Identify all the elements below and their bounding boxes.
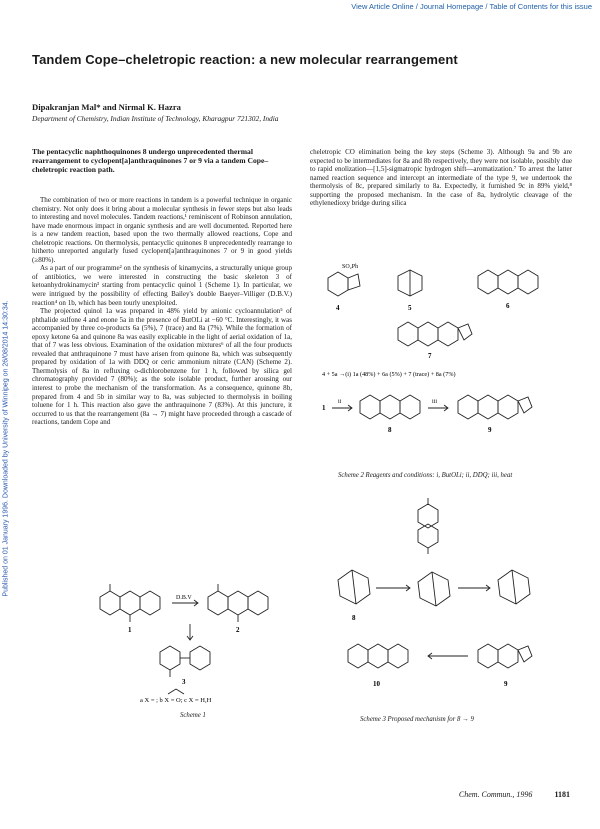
- paragraph: As a part of our programme² on the synthesis of kinamycins, a structurally unique group of antibiotics, we were interested in constructing the basic skeleton 3 of ketoanhydrokinamycin³ starting from pentacyclic quinol 1 (Scheme 1). In particular, we were intrigued by the possibility of effecting Bailey's double Baeyer–Villiger (D.B.V.) reaction⁴ on 1b, which has been tourly unexploited.: [32, 264, 292, 307]
- compound-label-9: 9: [504, 680, 508, 688]
- compound-label-8: 8: [388, 426, 392, 434]
- journal-citation: Chem. Commun., 1996: [458, 790, 533, 799]
- scheme-3-caption: Scheme 3 Proposed mechanism for 8 → 9: [360, 716, 474, 723]
- paragraph: The projected quinol 1a was prepared in 48% yield by anionic cycloannulation⁵ of phthalide sulfone 4 and enone 5a in the presence of ButOLi at −60 °C. Interestingly, it was accompanied by three co-products 6a (5%), 7 (trace) and 8a (7%). While the formation of epoxy ketone 6a and quinone 8a was easily explicable in the light of aerial oxidation of 1a, that of 7 was less obvious. Examination of the oxidation mixtures⁶ of all the four products revealed that anthraquinone 7 must have arisen from quinone 8a, which was subsequently prepared by oxidation of 1a with DDQ or ceric ammonium nitrate (CAN) (Scheme 2). Thermolysis of 8a in refluxing o-dichlorobenzene for 1 h, followed by silica gel chromatography provided 7 (80%); as the sole isolable product, further arousing our interest to probe the mechanism of the transformation. As a consequence, quinone 8b, prepared from 4 and 5b in similar way to 8a, was subjected to thermolysis in boiling toluene for 1 h. This reaction also gave the anthraquinone 7 (83%). At this juncture, it occurred to us that the rearrangement (8a → 7) might have proceeded through a cascade of reactions, tandem Cope and: [32, 307, 292, 427]
- page-footer: [459, 790, 570, 799]
- scheme-2-figure: [318, 258, 570, 468]
- abstract: The pentacyclic naphthoquinones 8 undergo unprecedented thermal rearrangement to cyclopent[a]anthraquinones 7 or 9 via a tandem Cope–cheletropic reaction path.: [32, 147, 269, 175]
- compound-label-5: 5: [408, 304, 412, 312]
- compound-label-7: 7: [428, 352, 432, 360]
- download-stamp: [4, 190, 14, 710]
- top-links: [351, 2, 592, 11]
- table-of-contents-link[interactable]: Table of Contents for this issue: [489, 2, 592, 11]
- scheme-1-figure: [90, 572, 300, 712]
- compound-label-8: 8: [352, 614, 356, 622]
- compound-label-10: 10: [373, 680, 380, 688]
- scheme-2-caption: Scheme 2 Reagents and conditions: i, ButOLi; ii, DDQ; iii, heat: [338, 472, 513, 479]
- scheme-3-figure: [318, 490, 570, 710]
- article-title: Tandem Cope–cheletropic reaction: a new molecular rearrangement: [32, 52, 458, 67]
- article-authors: Dipakranjan Mal* and Nirmal K. Hazra: [32, 102, 181, 112]
- view-article-online-link[interactable]: View Article Online: [351, 2, 414, 11]
- article-affiliation: Department of Chemistry, Indian Institute of Technology, Kharagpur 721302, India: [32, 114, 279, 123]
- scheme-1-caption: Scheme 1: [180, 712, 206, 719]
- right-column: [310, 148, 572, 208]
- compound-label-3: 3: [182, 678, 186, 686]
- compound-label-6: 6: [506, 302, 510, 310]
- so2ph-label: SO₂Ph: [342, 264, 359, 270]
- link-separator: /: [483, 2, 490, 11]
- scheme-2-equation: 4 + 5a →(i) 1a (48%) + 6a (5%) + 7 (trace) + 8a (7%): [322, 371, 456, 378]
- scheme-2-start-label: 1: [322, 404, 326, 412]
- scheme-2-arrow-label: ii: [338, 399, 342, 405]
- download-stamp-text: Published on 01 January 1996. Downloaded by University of Winnipeg on 26/08/2014 14:30:34.: [2, 300, 10, 597]
- dbv-label: D.B.V: [176, 595, 192, 601]
- compound-label-2: 2: [236, 626, 240, 634]
- page-number: 1181: [554, 790, 570, 799]
- compound-label-9: 9: [488, 426, 492, 434]
- paragraph: cheletropic CO elimination being the key steps (Scheme 3). Although 9a and 9b are expected to be intermediates for 8a and 8b respectively, they were not isolable, possibly due to rapid enolization—[1,5]-sigmatropic hydrogen shift—aromatization.⁷ To arrest the latter named reaction sequence and intercept an intermediate of the type 9, we undertook the thermolysis of 8c, prepared similarly to 8a. Expectedly, it furnished 9c in 89% yield,⁸ supporting the proposed mechanism. In the case of 8a, hydrolytic cleavage of the ethylenedioxy bridge during silica: [310, 148, 572, 208]
- paragraph: The combination of two or more reactions in tandem is a powerful technique in organic chemistry. Not only does it bring about a molecular synthesis in fewer steps but also leads to interesting and novel molecules. Tandem reactions,¹ reminiscent of Robinson annulation, have made enormous impact in organic synthesis and are well documented. Reported here is a new tandem reaction, based upon the two thermally allowed reactions, Cope and cheletropic reactions. On thermolysis, pentacyclic quinones 8 unprecedentedly rearrange to hitherto unreported angularly fused cyclopent[a]anthraquinones 7 or 9 in good yields (≥80%).: [32, 196, 292, 264]
- compound-label-1: 1: [128, 626, 132, 634]
- scheme-2-arrow-label: iii: [432, 399, 438, 405]
- link-separator: /: [413, 2, 420, 11]
- journal-homepage-link[interactable]: Journal Homepage: [419, 2, 484, 11]
- compound-label-4: 4: [336, 304, 340, 312]
- scheme-1-key: a X = ; b X = O; c X = H,H: [140, 697, 212, 704]
- left-column: [32, 196, 292, 427]
